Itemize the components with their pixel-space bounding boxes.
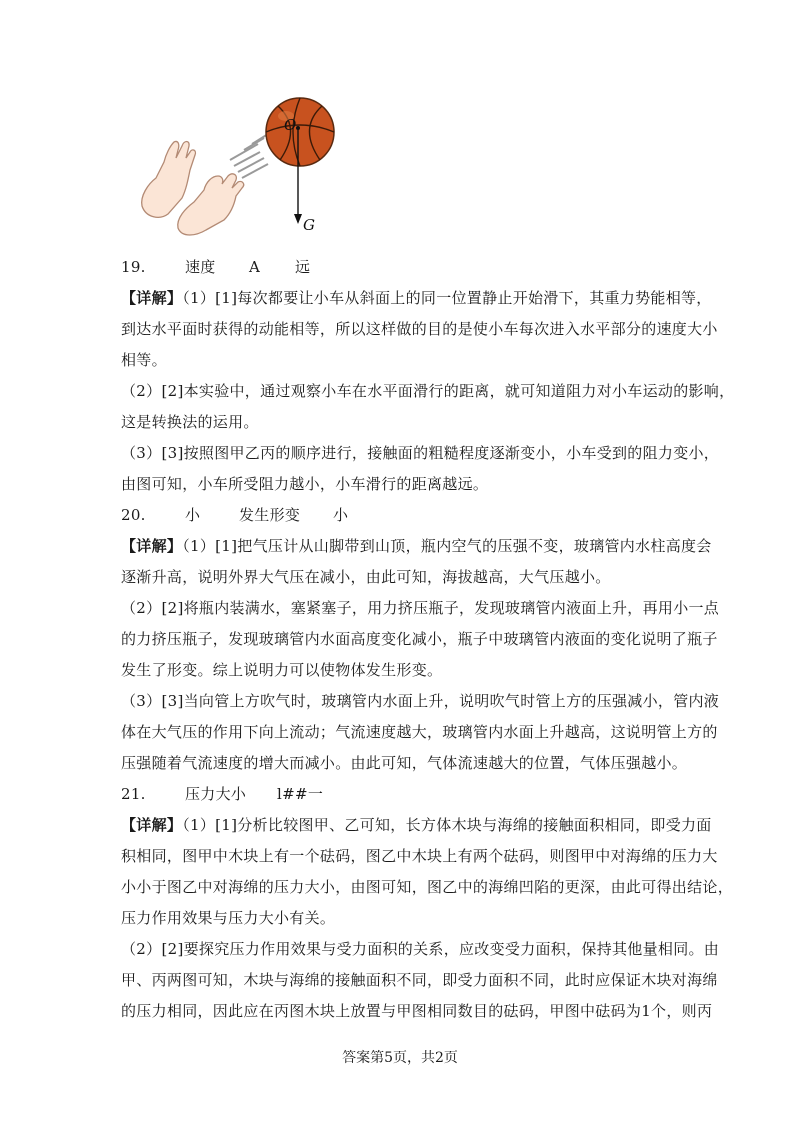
answer-content	[121, 252, 735, 1027]
explanation-text: （3）[3]当向管上方吹气时，玻璃管内水面上升，说明吹气时管上方的压强减小，管内液	[121, 692, 720, 710]
explanation-line	[121, 531, 712, 562]
answer-blank-3: 远	[295, 258, 311, 276]
question-number: 21.	[121, 785, 146, 803]
explanation-text: 发生了形变。综上说明力可以使物体发生形变。	[121, 661, 443, 679]
explanation-text: （3）[3]按照图甲乙丙的顺序进行，接触面的粗糙程度逐渐变小，小车受到的阻力变小，	[121, 444, 720, 462]
explanation-text: （2）[2]要探究压力作用效果与受力面积的关系，应改变受力面积，保持其他量相同。由	[121, 940, 720, 958]
figure-svg	[134, 88, 344, 238]
page-footer: 答案第5页，共2页	[342, 1050, 458, 1066]
answer-blank-2: 发生形变	[239, 506, 301, 524]
left-hand-icon	[142, 141, 196, 217]
explanation-text: 的压力相同，因此应在丙图木块上放置与甲图相同数目的砝码，甲图中砝码为1个，则丙	[121, 1002, 713, 1020]
explanation-text: 积相同，图甲中木块上有一个砝码，图乙中木块上有两个砝码，则图甲中对海绵的压力大	[121, 847, 718, 865]
explanation-text: （1）[1]每次都要让小车从斜面上的同一位置静止开始滑下，其重力势能相等，	[182, 289, 712, 307]
explanation-line	[121, 376, 735, 407]
question-number: 19.	[121, 258, 146, 276]
explanation-text: （2）[2]将瓶内装满水，塞紧塞子，用力挤压瓶子，发现玻璃管内液面上升，再用小一点	[121, 599, 720, 617]
answer-blank-2: A	[249, 258, 261, 276]
basketball-gravity-figure	[134, 88, 344, 238]
detail-label: 【详解】	[121, 816, 183, 834]
explanation-text: 小小于图乙中对海绵的压力大小，由图可知，图乙中的海绵凹陷的更深，由此可得出结论，	[121, 878, 734, 896]
explanation-line	[121, 407, 681, 438]
explanation-line	[121, 810, 712, 841]
explanation-text: 逐渐升高，说明外界大气压在减小，由此可知，海拔越高，大气压越小。	[121, 568, 611, 586]
answer-blank-1: 压力大小	[185, 785, 247, 803]
explanation-text: 的力挤压瓶子，发现玻璃管内水面高度变化减小，瓶子中玻璃管内液面的变化说明了瓶子	[121, 630, 718, 648]
explanation-line	[121, 686, 720, 717]
arrow-head-icon	[294, 214, 302, 224]
explanation-line	[121, 872, 734, 903]
explanation-line	[121, 655, 681, 686]
explanation-line	[121, 469, 681, 500]
explanation-text: 相等。	[121, 351, 167, 369]
explanation-text: 甲、丙两图可知，木块与海绵的接触面积不同，即受力面积不同，此时应保证木块对海绵	[121, 971, 718, 989]
explanation-text: 压强随着气流速度的增大而减小。由此可知，气体流速越大的位置，气体压强越小。	[121, 754, 688, 772]
explanation-text: （1）[1]分析比较图甲、乙可知，长方体木块与海绵的接触面积相同，即受力面	[182, 816, 712, 834]
explanation-line	[121, 934, 720, 965]
answer-blank-3: 小	[333, 506, 349, 524]
explanation-line	[121, 314, 718, 345]
question-number: 20.	[121, 506, 146, 524]
explanation-line	[121, 965, 718, 996]
question-19-explanation	[121, 283, 735, 500]
basketball-icon	[266, 98, 334, 166]
question-21-answer-line	[121, 779, 681, 810]
explanation-line	[121, 717, 718, 748]
explanation-line	[121, 562, 681, 593]
explanation-text: 体在大气压的作用下向上流动；气流速度越大，玻璃管内水面上升越高，这说明管上方的	[121, 723, 718, 741]
answer-blank-2: l##一	[277, 785, 324, 803]
explanation-line	[121, 438, 720, 469]
explanation-text: （1）[1]把气压计从山脚带到山顶，瓶内空气的压强不变，玻璃管内水柱高度会	[182, 537, 712, 555]
explanation-line	[121, 748, 688, 779]
question-20-explanation	[121, 531, 720, 779]
point-o-label: O	[284, 116, 297, 134]
explanation-text: 压力作用效果与压力大小有关。	[121, 909, 336, 927]
explanation-text: 由图可知，小车所受阻力越小，小车滑行的距离越远。	[121, 475, 489, 493]
detail-label: 【详解】	[121, 537, 183, 555]
explanation-line	[121, 283, 712, 314]
question-21-explanation	[121, 810, 734, 1027]
explanation-line	[121, 593, 720, 624]
force-g-label: G	[303, 216, 315, 234]
question-19-answer-line	[121, 252, 681, 283]
explanation-line	[121, 841, 718, 872]
question-20-answer-line	[121, 500, 681, 531]
explanation-line	[121, 996, 713, 1027]
explanation-line	[121, 345, 681, 376]
explanation-line	[121, 624, 718, 655]
explanation-text: 到达水平面时获得的动能相等，所以这样做的目的是使小车每次进入水平部分的速度大小	[121, 320, 718, 338]
detail-label: 【详解】	[121, 289, 183, 307]
explanation-text: （2）[2]本实验中，通过观察小车在水平面滑行的距离，就可知道阻力对小车运动的影响，	[121, 382, 735, 400]
answer-blank-1: 速度	[185, 258, 216, 276]
answer-blank-1: 小	[185, 506, 201, 524]
explanation-line	[121, 903, 681, 934]
motion-lines	[230, 134, 268, 178]
explanation-text: 这是转换法的运用。	[121, 413, 259, 431]
